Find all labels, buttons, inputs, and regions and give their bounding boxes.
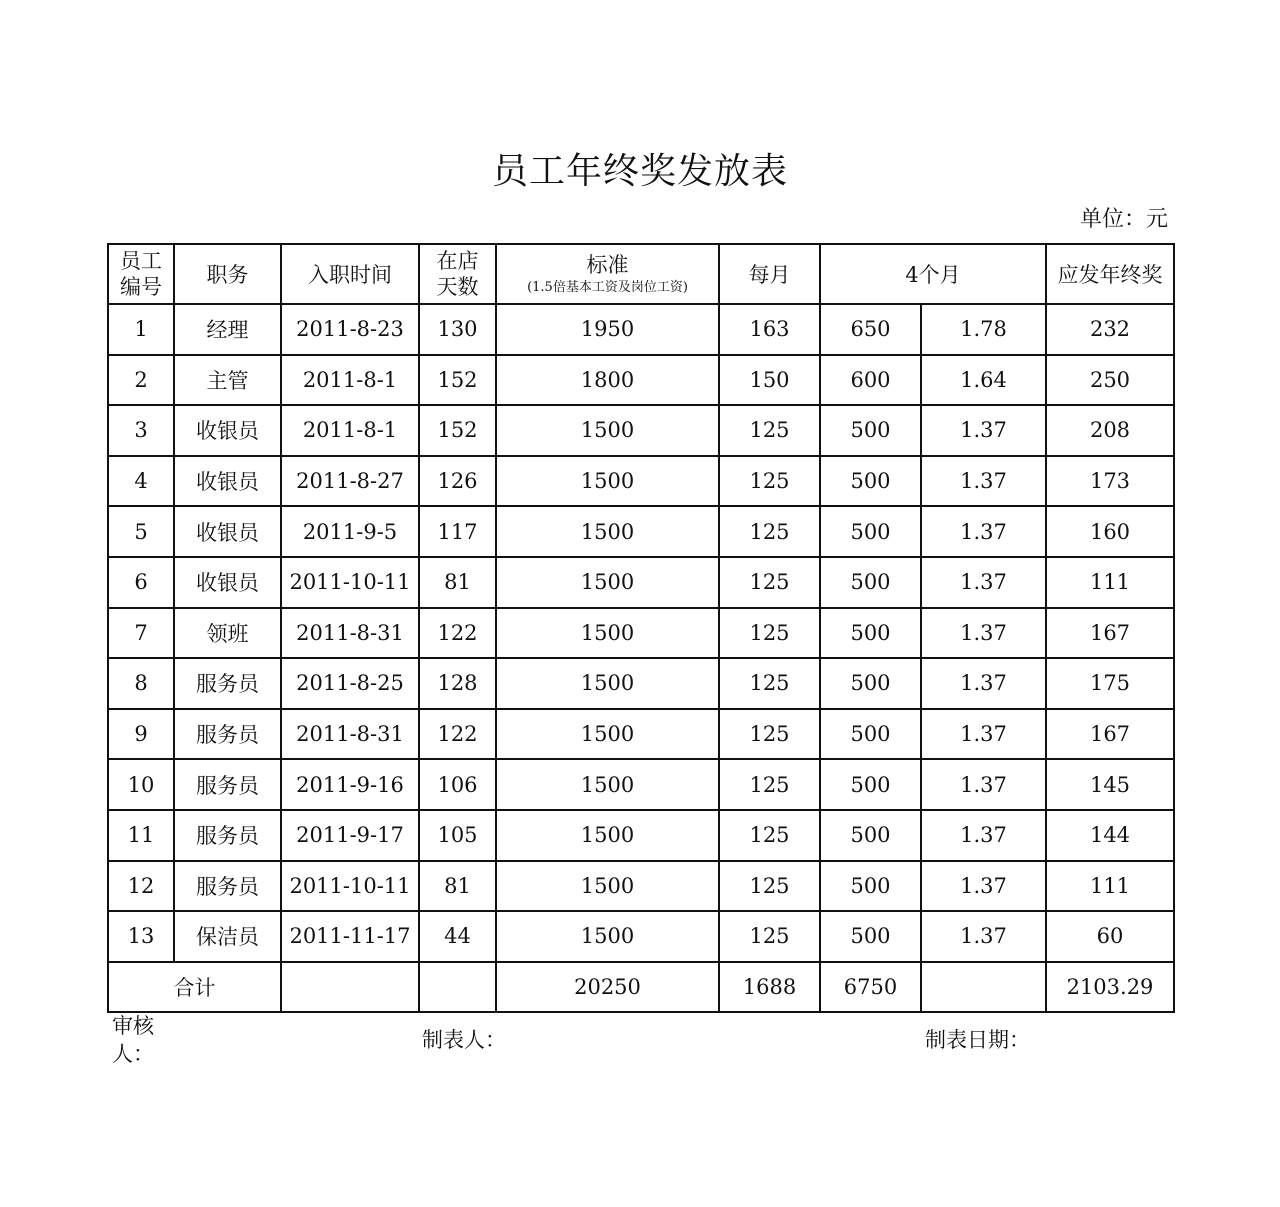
header-hire-date: 入职时间 [281,244,419,304]
cell-position: 服务员 [174,709,281,760]
cell-bonus: 167 [1046,709,1174,760]
cell-four-months: 600 [820,355,921,406]
cell-standard: 1500 [496,861,719,912]
cell-standard: 1500 [496,709,719,760]
cell-four-months: 650 [820,304,921,355]
cell-monthly: 150 [719,355,820,406]
cell-bonus: 60 [1046,911,1174,962]
cell-ratio: 1.37 [921,608,1046,659]
cell-hire-date: 2011-8-1 [281,405,419,456]
cell-hire-date: 2011-8-31 [281,608,419,659]
unit-label: 单位：元 [1079,207,1168,232]
cell-employee-id: 10 [108,759,174,810]
cell-days: 122 [419,608,496,659]
header-standard-label: 标准 [586,253,629,277]
cell-four-months: 500 [820,506,921,557]
cell-employee-id: 4 [108,456,174,507]
table-row [108,557,1174,608]
cell-ratio: 1.37 [921,658,1046,709]
cell-standard: 1500 [496,506,719,557]
cell-four-months: 500 [820,759,921,810]
cell-days: 130 [419,304,496,355]
total-days-empty [419,962,496,1013]
total-monthly: 1688 [719,962,820,1013]
cell-employee-id: 13 [108,911,174,962]
cell-position: 服务员 [174,759,281,810]
cell-ratio: 1.37 [921,709,1046,760]
cell-monthly: 125 [719,456,820,507]
cell-ratio: 1.37 [921,911,1046,962]
cell-four-months: 500 [820,405,921,456]
footer-date: 制表日期： [925,1028,1030,1052]
cell-days: 117 [419,506,496,557]
header-row [108,244,1174,304]
table-row [108,759,1174,810]
cell-monthly: 125 [719,506,820,557]
cell-monthly: 163 [719,304,820,355]
header-days-line1: 在店 [436,249,479,273]
cell-bonus: 208 [1046,405,1174,456]
cell-days: 152 [419,405,496,456]
cell-bonus: 232 [1046,304,1174,355]
cell-days: 128 [419,658,496,709]
bonus-table [107,243,1175,1013]
cell-employee-id: 11 [108,810,174,861]
cell-hire-date: 2011-8-27 [281,456,419,507]
cell-position: 保洁员 [174,911,281,962]
cell-employee-id: 9 [108,709,174,760]
total-standard: 20250 [496,962,719,1013]
cell-bonus: 160 [1046,506,1174,557]
cell-four-months: 500 [820,810,921,861]
header-standard-note: (1.5倍基本工资及岗位工资) [527,280,688,295]
cell-ratio: 1.37 [921,405,1046,456]
total-hire-date-empty [281,962,419,1013]
cell-ratio: 1.64 [921,355,1046,406]
cell-ratio: 1.37 [921,759,1046,810]
table-row [108,506,1174,557]
cell-ratio: 1.37 [921,861,1046,912]
cell-four-months: 500 [820,911,921,962]
cell-days: 106 [419,759,496,810]
header-bonus: 应发年终奖 [1046,244,1174,304]
cell-ratio: 1.37 [921,810,1046,861]
cell-hire-date: 2011-8-23 [281,304,419,355]
header-employee-id-line2: 编号 [120,275,162,299]
table-row [108,810,1174,861]
cell-position: 收银员 [174,557,281,608]
cell-days: 44 [419,911,496,962]
table-row [108,658,1174,709]
header-monthly: 每月 [719,244,820,304]
footer-maker: 制表人： [422,1028,506,1052]
page-title: 员工年终奖发放表 [491,151,788,192]
cell-hire-date: 2011-8-25 [281,658,419,709]
cell-four-months: 500 [820,608,921,659]
cell-standard: 1950 [496,304,719,355]
cell-monthly: 125 [719,557,820,608]
cell-four-months: 500 [820,456,921,507]
cell-hire-date: 2011-8-31 [281,709,419,760]
cell-four-months: 500 [820,861,921,912]
cell-standard: 1500 [496,911,719,962]
cell-bonus: 167 [1046,608,1174,659]
cell-position: 服务员 [174,861,281,912]
cell-monthly: 125 [719,608,820,659]
total-ratio-empty [921,962,1046,1013]
header-employee-id [108,244,174,304]
total-bonus: 2103.29 [1046,962,1174,1013]
cell-position: 收银员 [174,456,281,507]
table-row [108,355,1174,406]
cell-standard: 1500 [496,608,719,659]
total-four-months: 6750 [820,962,921,1013]
cell-four-months: 500 [820,709,921,760]
cell-employee-id: 12 [108,861,174,912]
cell-ratio: 1.37 [921,557,1046,608]
table-row [108,608,1174,659]
cell-hire-date: 2011-9-16 [281,759,419,810]
table-row [108,709,1174,760]
total-label: 合计 [108,962,281,1013]
cell-ratio: 1.37 [921,456,1046,507]
cell-monthly: 125 [719,709,820,760]
cell-bonus: 144 [1046,810,1174,861]
totals-row [108,962,1174,1013]
cell-monthly: 125 [719,759,820,810]
cell-bonus: 111 [1046,557,1174,608]
header-employee-id-line1: 员工 [120,249,162,273]
cell-ratio: 1.78 [921,304,1046,355]
cell-position: 收银员 [174,506,281,557]
cell-position: 收银员 [174,405,281,456]
table-row [108,911,1174,962]
cell-employee-id: 3 [108,405,174,456]
cell-position: 领班 [174,608,281,659]
cell-days: 105 [419,810,496,861]
cell-bonus: 145 [1046,759,1174,810]
cell-bonus: 175 [1046,658,1174,709]
cell-employee-id: 7 [108,608,174,659]
header-four-months: 4个月 [820,244,1046,304]
cell-days: 122 [419,709,496,760]
cell-employee-id: 1 [108,304,174,355]
cell-position: 经理 [174,304,281,355]
cell-monthly: 125 [719,658,820,709]
header-position: 职务 [174,244,281,304]
cell-hire-date: 2011-10-11 [281,861,419,912]
cell-days: 81 [419,557,496,608]
cell-employee-id: 8 [108,658,174,709]
cell-employee-id: 5 [108,506,174,557]
cell-hire-date: 2011-10-11 [281,557,419,608]
cell-standard: 1500 [496,456,719,507]
cell-standard: 1500 [496,810,719,861]
cell-monthly: 125 [719,861,820,912]
cell-ratio: 1.37 [921,506,1046,557]
header-days [419,244,496,304]
cell-four-months: 500 [820,658,921,709]
cell-hire-date: 2011-9-5 [281,506,419,557]
cell-standard: 1500 [496,557,719,608]
cell-four-months: 500 [820,557,921,608]
cell-monthly: 125 [719,405,820,456]
cell-employee-id: 2 [108,355,174,406]
cell-monthly: 125 [719,810,820,861]
footer-reviewer: 审核人： [112,1014,154,1066]
cell-standard: 1500 [496,658,719,709]
header-days-line2: 天数 [436,275,479,299]
cell-employee-id: 6 [108,557,174,608]
cell-days: 152 [419,355,496,406]
table-row [108,456,1174,507]
cell-bonus: 250 [1046,355,1174,406]
header-standard [496,244,719,304]
cell-days: 81 [419,861,496,912]
cell-hire-date: 2011-11-17 [281,911,419,962]
cell-bonus: 173 [1046,456,1174,507]
cell-monthly: 125 [719,911,820,962]
cell-standard: 1500 [496,759,719,810]
cell-bonus: 111 [1046,861,1174,912]
cell-days: 126 [419,456,496,507]
cell-hire-date: 2011-8-1 [281,355,419,406]
cell-standard: 1500 [496,405,719,456]
cell-standard: 1800 [496,355,719,406]
table-row [108,405,1174,456]
cell-position: 主管 [174,355,281,406]
table-row [108,304,1174,355]
cell-hire-date: 2011-9-17 [281,810,419,861]
table-row [108,861,1174,912]
cell-position: 服务员 [174,810,281,861]
cell-position: 服务员 [174,658,281,709]
